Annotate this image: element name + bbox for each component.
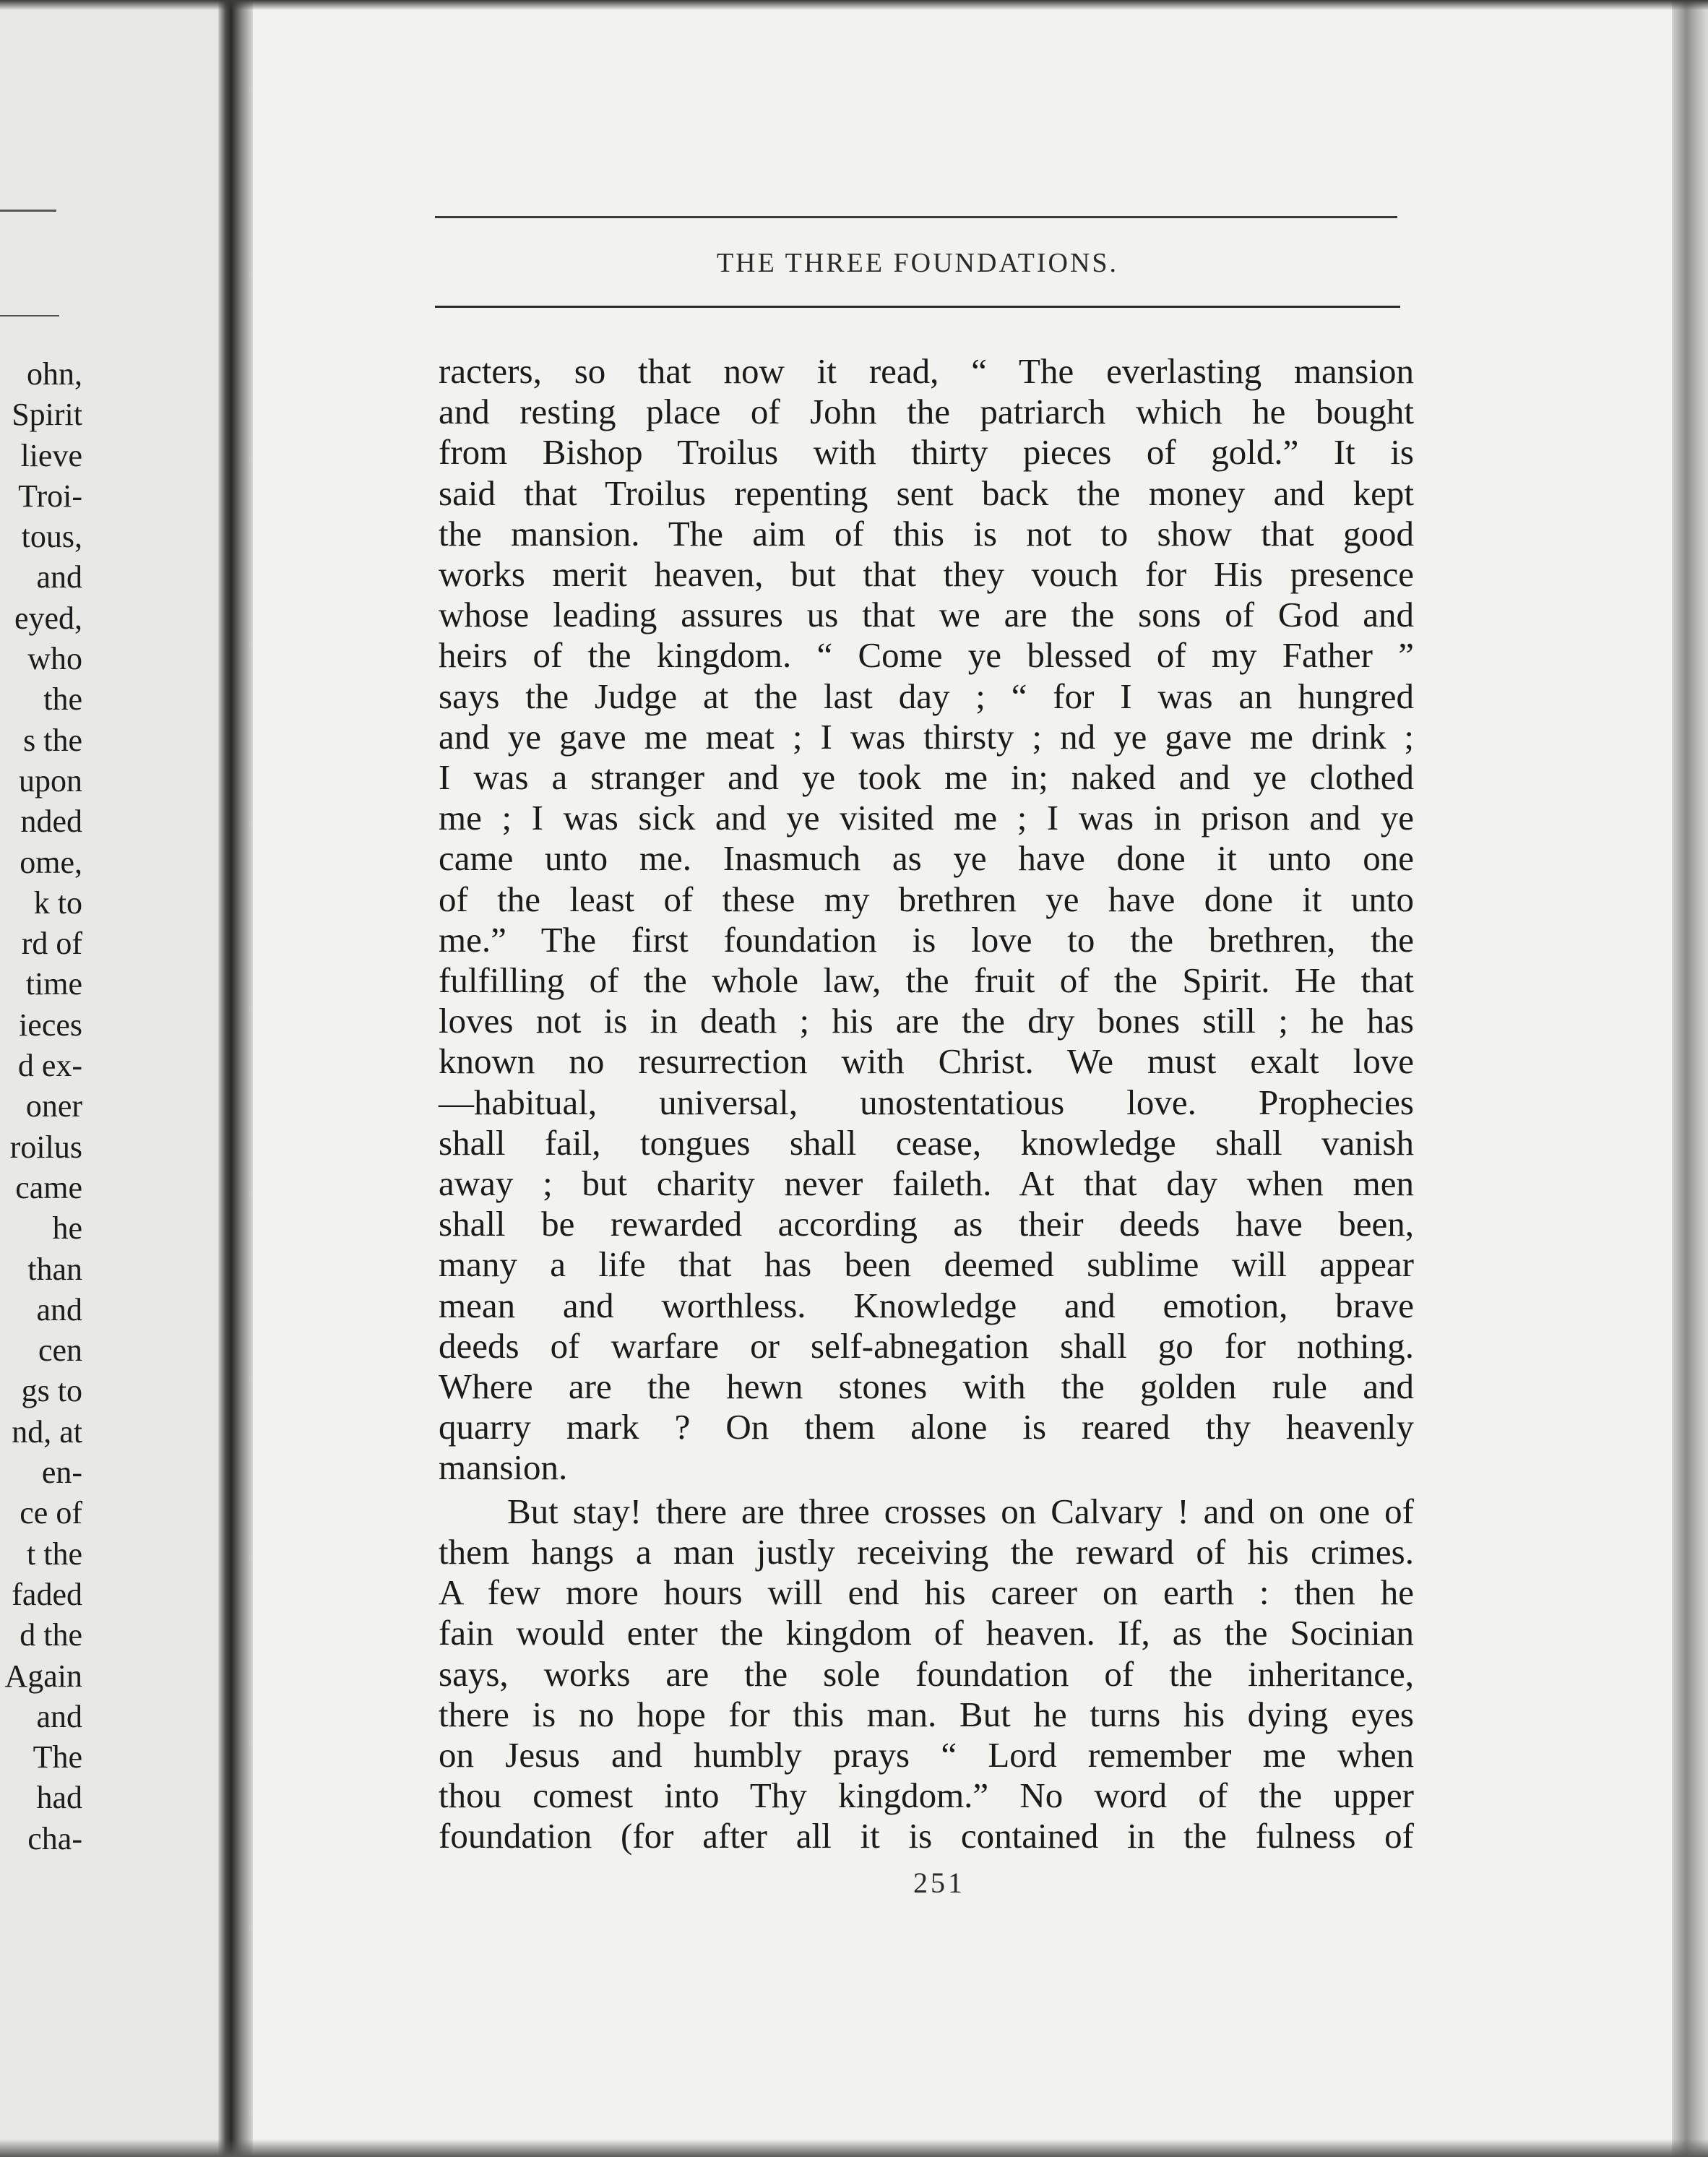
text-line: many a life that has been deemed sublime will appear — [439, 1244, 1414, 1285]
text-line: whose leading assures us that we are the sons of God and — [439, 595, 1414, 635]
left-page-line: than — [27, 1251, 82, 1287]
left-page-line: he — [52, 1210, 82, 1247]
left-page-line: eyed, — [14, 600, 82, 636]
left-page-text-clip — [0, 0, 87, 2157]
text-line: from Bishop Troilus with thirty pieces of gold.” It is — [439, 432, 1414, 473]
left-page-line: s the — [23, 722, 82, 758]
text-line: of the least of these my brethren ye have done it unto — [439, 879, 1414, 919]
left-page-line: had — [36, 1780, 82, 1816]
text-line: known no resurrection with Christ. We must exalt love — [439, 1041, 1414, 1082]
running-head: THE THREE FOUNDATIONS. — [716, 248, 1119, 278]
left-page-line: en- — [41, 1455, 82, 1491]
left-page-line: ce of — [20, 1495, 82, 1531]
left-page-line: ome, — [20, 844, 82, 880]
left-page-line: t the — [27, 1536, 82, 1572]
text-line: —habitual, universal, unostentatious love. Prophecies — [439, 1082, 1414, 1122]
left-page-line: ieces — [19, 1007, 82, 1043]
body-text — [439, 351, 1414, 1857]
text-line: said that Troilus repenting sent back the money and kept — [439, 473, 1414, 513]
text-line: works merit heaven, but that they vouch for His presence — [439, 554, 1414, 595]
left-page-line: tous, — [21, 519, 82, 555]
left-page-line: who — [27, 641, 82, 677]
text-line: thou comest into Thy kingdom.” No word of the upper — [439, 1775, 1414, 1816]
text-line: A few more hours will end his career on earth : then he — [439, 1572, 1414, 1613]
page-number: 251 — [913, 1867, 965, 1899]
text-line: shall be rewarded according as their deeds have been, — [439, 1204, 1414, 1244]
left-page-line: and — [36, 559, 82, 595]
left-page-line: gs to — [21, 1373, 82, 1409]
head-rule — [435, 306, 1400, 308]
text-line: fulfilling of the whole law, the fruit of the Spirit. He that — [439, 960, 1414, 1001]
left-page-line: and — [36, 1698, 82, 1734]
text-line: shall fail, tongues shall cease, knowledge shall vanish — [439, 1122, 1414, 1163]
left-page-line: time — [25, 966, 82, 1002]
text-line: them hangs a man justly receiving the reward of his crimes. — [439, 1531, 1414, 1572]
text-line: deeds of warfare or self-abnegation shall go for nothing. — [439, 1325, 1414, 1366]
left-page — [0, 0, 225, 2157]
left-page-line: nd, at — [12, 1413, 82, 1450]
text-line: says, works are the sole foundation of the inheritance, — [439, 1653, 1414, 1694]
left-page-line: Again — [4, 1658, 82, 1694]
text-line: fain would enter the kingdom of heaven. If, as the Socinian — [439, 1613, 1414, 1653]
text-line: racters, so that now it read, “ The everlasting mansion — [439, 351, 1414, 391]
left-page-line: ohn, — [27, 356, 82, 392]
page-edge — [1672, 0, 1708, 2157]
text-line: on Jesus and humbly prays “ Lord remember me when — [439, 1734, 1414, 1775]
text-line: loves not is in death ; his are the dry bones still ; he has — [439, 1001, 1414, 1041]
left-page-line: k to — [33, 884, 82, 921]
text-line: there is no hope for this man. But he turns his dying eyes — [439, 1694, 1414, 1734]
left-page-line: and — [36, 1291, 82, 1327]
left-page-line: the — [43, 681, 82, 718]
text-line: foundation (for after all it is contained in the fulness of — [439, 1816, 1414, 1856]
left-page-line: came — [15, 1169, 82, 1205]
left-page-line: lieve — [20, 437, 82, 473]
left-page-line: nded — [20, 804, 82, 840]
left-page-line: Spirit — [12, 397, 82, 433]
top-rule — [435, 216, 1397, 218]
text-line: mansion. — [439, 1447, 568, 1488]
text-line: I was a stranger and ye took me in; naked and ye clothed — [439, 757, 1414, 798]
text-line: heirs of the kingdom. “ Come ye blessed of my Father ” — [439, 635, 1414, 676]
left-page-line: The — [33, 1739, 82, 1775]
text-line: But stay! there are three crosses on Calvary ! and on one of — [507, 1491, 1414, 1531]
left-page-line: oner — [25, 1088, 82, 1124]
text-line: says the Judge at the last day ; “ for I was an hungred — [439, 676, 1414, 716]
text-line: Where are the hewn stones with the golden rule and — [439, 1366, 1414, 1407]
text-line: me ; I was sick and ye visited me ; I was in prison and ye — [439, 798, 1414, 838]
text-line: away ; but charity never faileth. At that day when men — [439, 1163, 1414, 1204]
left-page-line: d the — [20, 1617, 82, 1653]
left-page-line: cen — [38, 1332, 82, 1369]
paragraph-1 — [439, 351, 1414, 1489]
bottom-shadow — [0, 2139, 1708, 2157]
left-page-line: upon — [19, 762, 82, 798]
left-page-line: roilus — [9, 1129, 82, 1165]
text-line: me.” The first foundation is love to the brethren, the — [439, 919, 1414, 960]
top-shadow — [0, 0, 1708, 10]
paragraph-2 — [439, 1491, 1414, 1857]
text-line: came unto me. Inasmuch as ye have done it unto one — [439, 838, 1414, 879]
text-line: and ye gave me meat ; I was thirsty ; nd ye gave me drink ; — [439, 716, 1414, 757]
left-page-line: cha- — [27, 1820, 82, 1856]
text-line: quarry mark ? On them alone is reared thy heavenly — [439, 1407, 1414, 1447]
text-line: and resting place of John the patriarch which he bought — [439, 392, 1414, 432]
left-page-line: d ex- — [17, 1048, 82, 1084]
text-line: the mansion. The aim of this is not to show that good — [439, 513, 1414, 554]
left-page-line: Troi- — [18, 478, 82, 514]
text-line: mean and worthless. Knowledge and emotion, brave — [439, 1285, 1414, 1325]
left-page-line: rd of — [21, 926, 82, 962]
left-page-line: faded — [12, 1576, 82, 1612]
left-page-text — [4, 354, 82, 1859]
